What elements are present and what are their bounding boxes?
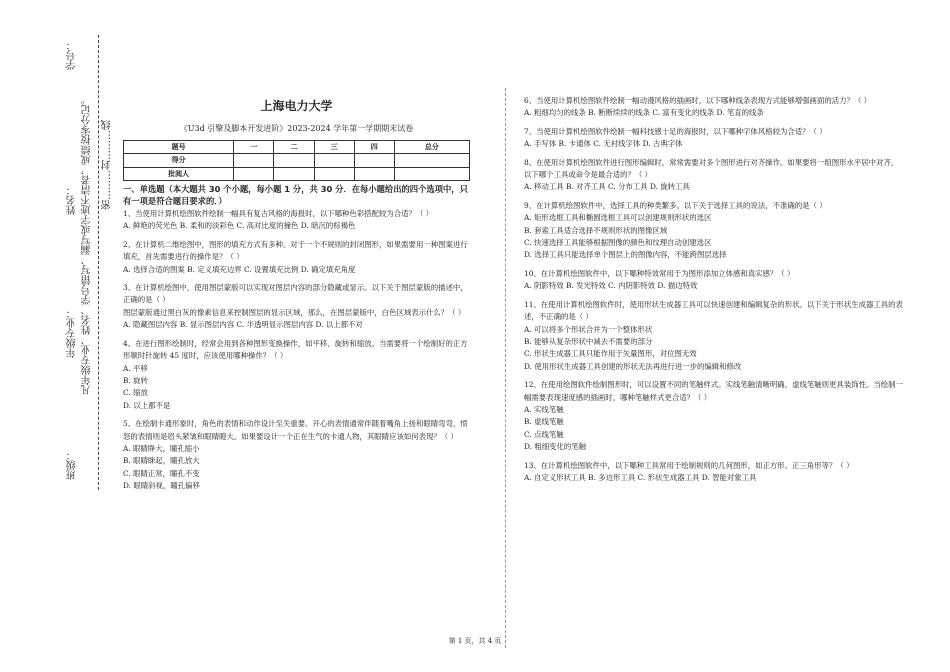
score-cell [354, 167, 394, 180]
question-stem: 8、在使用计算机绘图软件进行图形编辑时，常常需要对多个图形进行对齐操作。如果要将一组图形水平居中对齐，以下哪个工具或命令是最合适的？（ ） [524, 157, 899, 180]
school-label: 班级： [67, 450, 78, 480]
score-table-col: 总分 [394, 140, 469, 153]
question-option: A. 移动工具 B. 对齐工具 C. 分布工具 D. 旋转工具 [524, 182, 690, 192]
university-title: 上海电力大学 [260, 99, 333, 113]
question-item [123, 338, 470, 412]
binding-dashed-line [98, 35, 99, 490]
question-option: C. 点线笔触 [524, 429, 564, 439]
student-id-label: 学号： [67, 40, 78, 70]
question-option: A. 阴影特效 B. 发光特效 C. 内阴影特效 D. 描边特效 [524, 281, 698, 291]
score-table-score-row [124, 154, 470, 167]
binding-notice: 凡年级专业、姓名、学号错写、漏写或字迹不清者，成绩按零分记。 [82, 95, 93, 395]
question-option: D. 眼睛斜视，瞳孔偏移 [123, 481, 200, 491]
question-stem: 12、在使用绘图软件绘制图形时，可以设置不同的笔触样式。实线笔触清晰明确，虚线笔触则更具装饰性。当绘制一幅需要表现速度感的插画时，哪种笔触样式更合适？（ ） [524, 380, 903, 402]
question-option: B. 套索工具适合选择不规则形状的图像区域 [524, 225, 668, 235]
question-option: C. 眼睛正常，瞳孔不变 [123, 468, 200, 478]
score-cell [394, 154, 469, 167]
question-stem: 3、在计算机绘图中，使用图层蒙版可以实现对图层内容的部分隐藏或显示。以下关于图层蒙版的描述中，正确的是（ ） [123, 283, 468, 305]
question-option: A. 可以将多个形状合并为一个整体形状 [524, 324, 653, 334]
question-item [524, 200, 904, 262]
score-table-grader-row [124, 167, 470, 180]
question-stem: 11、在使用计算机绘图软件时，使用形状生成器工具可以快速创建和编辑复杂的形状。以下关于形状生成器工具的表述，不正确的是（ ） [524, 299, 903, 322]
score-cell [354, 154, 394, 167]
question-option: C. 缩放 [123, 388, 148, 398]
column-divider [505, 88, 506, 648]
left-column [123, 95, 470, 499]
question-item [524, 460, 904, 485]
question-stem: 13、在计算机绘图软件中，以下哪种工具常用于绘制规则的几何图形，如正方形、正三角形等？（ ） [524, 460, 854, 470]
score-cell [274, 154, 314, 167]
score-table-label: 题号 [124, 140, 234, 153]
right-column [524, 95, 904, 490]
score-cell [314, 154, 354, 167]
score-table-header-row [124, 140, 470, 153]
question-option: A. 自定义形状工具 B. 多边形工具 C. 形状生成器工具 D. 智能对象工具 [524, 472, 757, 482]
question-item [524, 268, 904, 293]
question-option: A. 隐藏图层内容 B. 显示图层内容 C. 半透明显示图层内容 D. 以上都不对 [123, 320, 363, 330]
score-cell [274, 167, 314, 180]
question-option: C. 形状生成器工具只能作用于矢量图形，对位图无效 [524, 349, 697, 359]
question-option: A. 选择合适的图案 B. 定义填充边界 C. 设置填充比例 D. 确定填充角度 [123, 264, 356, 274]
question-option: B. 眼睛眯起，瞳孔放大 [123, 456, 200, 466]
question-item [123, 208, 470, 233]
question-option: D. 使用形状生成器工具创建的形状无法再进行进一步的编辑和修改 [524, 361, 742, 371]
question-option: A. 实线笔触 [524, 404, 564, 414]
question-option: A. 手写体 B. 卡通体 C. 无衬线字体 D. 古典字体 [524, 139, 683, 149]
question-stem: 5、在绘制卡通形象时，角色的表情和动作设计至关重要。开心的表情通常伴随着嘴角上扬和眼睛弯弯，愤怒的表情则是眉头紧皱和眼睛瞪大。如果要设计一个正在生气的卡通人物，其眼睛应该如何表现？（ ） [123, 419, 468, 441]
question-stem: 1、当使用计算机绘图软件绘制一幅具有复古风格的海报时，以下哪种色彩搭配较为合适？（ ） [123, 209, 434, 219]
score-cell [234, 154, 274, 167]
class-label: 年级专业： [67, 308, 78, 358]
score-cell [234, 167, 274, 180]
question-option: B. 能够从复杂形状中减去不需要的部分 [524, 336, 653, 346]
question-stem: 9、在计算机绘图软件中，选择工具的种类繁多。以下关于选择工具的说法，不准确的是（ ） [524, 200, 827, 210]
question-stem: 7、当使用计算机绘图软件绘制一幅科技感十足的海报时，以下哪种字体风格较为合适？（ ） [524, 126, 827, 136]
question-item [123, 282, 470, 332]
score-table-col: 二 [274, 140, 314, 153]
score-table-label: 批阅人 [124, 167, 234, 180]
score-table-col: 四 [354, 140, 394, 153]
score-cell [314, 167, 354, 180]
question-option: B. 旋转 [123, 375, 148, 385]
score-cell [394, 167, 469, 180]
question-option: A. 鲜艳的荧光色 B. 柔和的淡彩色 C. 高对比度的撞色 D. 暗沉的棕褐色 [123, 221, 356, 231]
question-stem: 4、在进行图形绘制时，经常会用到各种图形变换操作，如平移、旋转和缩放。当需要将一个绘制好的正方形顺时针旋转 45 度时，应该使用哪种操作？（ ） [123, 338, 468, 361]
question-stem: 2、在计算机二维绘图中，图形的填充方式有多种。对于一个不规则的封闭图形，如果需要用一种图案进行填充，首先需要进行的操作是？（ ） [123, 239, 468, 262]
right-question-list [524, 95, 904, 484]
question-item [123, 239, 470, 276]
name-label: 姓名： [67, 185, 78, 215]
score-table-col: 一 [234, 140, 274, 153]
page-number: 第 1 页，共 4 页 [448, 637, 502, 645]
question-option: A. 粗细均匀的线条 B. 断断续续的线条 C. 富有变化的线条 D. 笔直的线条 [524, 108, 764, 118]
question-option: 图层蒙版通过黑白灰的像素信息来控制图层的显示区域，那么，在图层蒙版中，白色区域表示什么？（ ） [123, 307, 466, 317]
left-question-list [123, 208, 470, 493]
question-option: D. 以上都不是 [123, 400, 171, 410]
question-item [524, 299, 904, 373]
question-item [123, 418, 470, 492]
question-option: D. 粗细变化的笔触 [524, 442, 587, 452]
question-item [524, 379, 904, 453]
exam-title: 《U3d 引擎及脚本开发进阶》2023-2024 学年第一学期期末试卷 [179, 124, 414, 134]
question-option: A. 平移 [123, 363, 148, 373]
question-stem: 6、当使用计算机绘图软件绘制一幅动漫风格的插画时，以下哪种线条表现方式能够增强画面的活力？（ ） [524, 96, 872, 105]
question-option: C. 快速选择工具能够根据图像的颜色和纹理自动创建选区 [524, 238, 712, 248]
score-table-col: 三 [314, 140, 354, 153]
question-stem: 10、在计算机绘图软件中，以下哪种特效常用于为图形添加立体感和真实感？（ ） [524, 268, 795, 278]
seal-line-text: 密………封………线 [102, 120, 113, 210]
score-table-label: 得分 [124, 154, 234, 167]
question-option: D. 选择工具只能选择单个图层上的图像内容，不能跨图层选择 [524, 250, 727, 260]
question-option: A. 眼睛睁大，瞳孔缩小 [123, 443, 200, 453]
question-item [524, 157, 904, 194]
score-table [123, 140, 470, 181]
question-option: A. 矩形选框工具和椭圆选框工具可以创建规则形状的选区 [524, 213, 712, 223]
question-option: B. 虚线笔触 [524, 417, 564, 427]
question-item [524, 95, 904, 120]
question-item [524, 126, 904, 151]
section-heading: 一、单选题（本大题共 30 个小题，每小题 1 分，共 30 分．在每小题给出的四个选项中，只有一项是符合题目要求的．） [123, 184, 468, 206]
